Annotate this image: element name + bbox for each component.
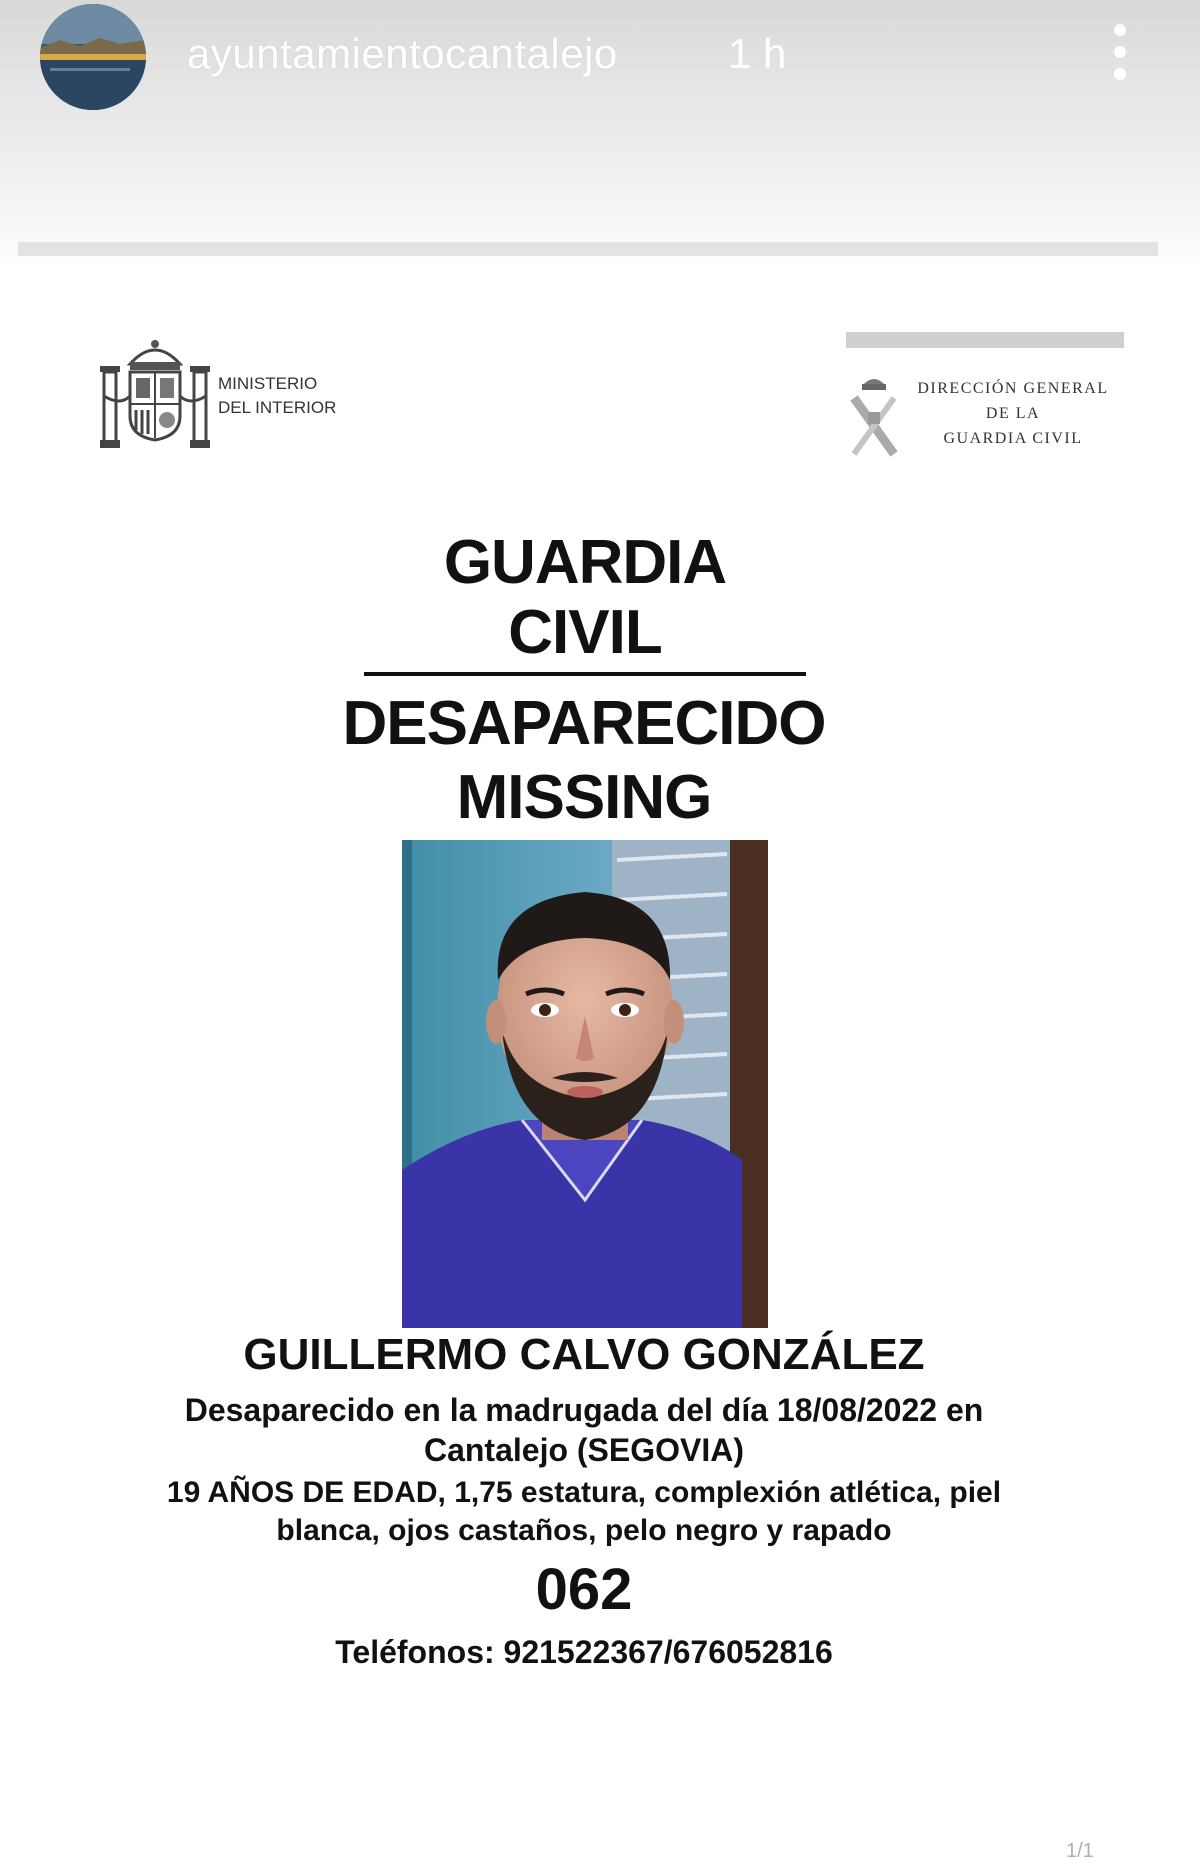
poster-title: GUARDIA CIVIL [364, 528, 806, 676]
page-indicator: 1/1 [1066, 1840, 1094, 1862]
vertical-dots-icon[interactable] [1105, 22, 1135, 82]
gc-line-1: DIRECCIÓN GENERAL [917, 380, 1109, 397]
post-time: 1 h [728, 30, 787, 77]
ministry-line-1: MINISTERIO [218, 374, 318, 393]
person-portrait-image [402, 840, 768, 1328]
gc-line-3: GUARDIA CIVIL [943, 430, 1083, 447]
spain-coat-of-arms-icon [100, 336, 210, 458]
guardia-civil-directorate [902, 376, 1124, 451]
ministry-line-2: DEL INTERIOR [218, 398, 337, 417]
landscape-lake-icon [40, 4, 146, 110]
account-name[interactable]: ayuntamientocantalejo [187, 30, 618, 77]
ministry-name [218, 372, 336, 420]
status-english: MISSING [456, 763, 712, 832]
missing-person-photo [402, 840, 768, 1328]
physical-description: 19 AÑOS DE EDAD, 1,75 estatura, complexión atlética, piel [166, 1476, 1002, 1509]
guardia-civil-header-bar [846, 332, 1124, 348]
missing-person-name: GUILLERMO CALVO GONZÁLEZ [243, 1330, 925, 1379]
contact-phones: Teléfonos: 921522367/676052816 [335, 1634, 833, 1670]
guardia-civil-emblem-icon [846, 368, 902, 460]
story-header [0, 0, 1200, 270]
disappearance-location: Cantalejo (SEGOVIA) [423, 1432, 745, 1468]
disappearance-details: Desaparecido en la madrugada del día 18/08/2022 en [184, 1392, 984, 1428]
status-spanish: DESAPARECIDO [342, 689, 826, 758]
emergency-number: 062 [535, 1557, 633, 1622]
account-avatar[interactable] [40, 4, 146, 110]
story-progress-bar [18, 242, 1158, 256]
physical-description-cont: blanca, ojos castaños, pelo negro y rapado [276, 1514, 892, 1547]
gc-line-2: DE LA [985, 405, 1041, 422]
missing-person-poster [0, 300, 1200, 1866]
